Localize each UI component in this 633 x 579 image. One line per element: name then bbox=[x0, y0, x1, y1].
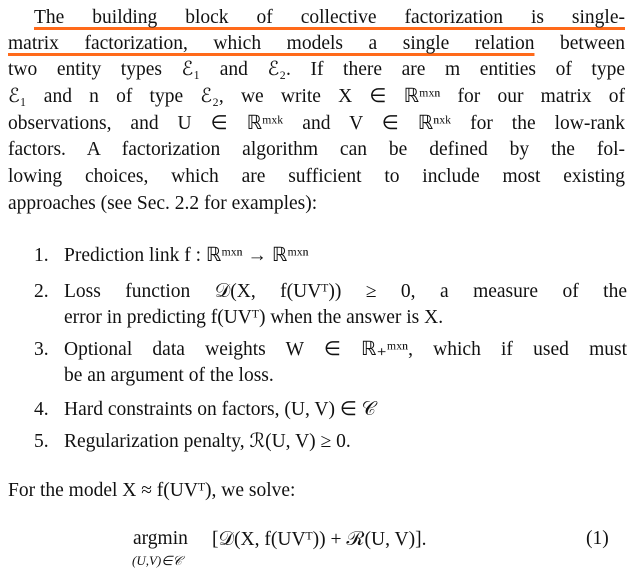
list-item-cont: error in predicting f(UVᵀ) when the answer is X. bbox=[64, 307, 444, 328]
highlighted-text: The building block of collective factorization is single- bbox=[34, 7, 625, 28]
list-number: 3. bbox=[34, 339, 49, 360]
model-line: For the model X ≈ f(UVᵀ), we solve: bbox=[8, 480, 296, 501]
equation-subscript: (U,V)∈𝒞 bbox=[132, 553, 183, 568]
paragraph-line-1 bbox=[8, 6, 625, 30]
equation-body: [𝒟(X, f(UVᵀ)) + ℛ(U, V)]. bbox=[212, 529, 427, 550]
equation-operator: argmin bbox=[133, 528, 188, 549]
paragraph-line-2 bbox=[8, 32, 625, 56]
paragraph-line: two entity types ℰ₁ and ℰ₂. If there are m entities of type bbox=[8, 59, 625, 80]
list-item: Prediction link f : ℝᵐˣⁿ → ℝᵐˣⁿ bbox=[64, 245, 309, 266]
list-item: Hard constraints on factors, (U, V) ∈ 𝒞 bbox=[64, 399, 376, 420]
list-number: 5. bbox=[34, 431, 49, 452]
list-item-cont: be an argument of the loss. bbox=[64, 365, 274, 386]
list-item: Optional data weights W ∈ ℝ₊ᵐˣⁿ, which if used must bbox=[64, 339, 627, 360]
paragraph-line: lowing choices, which are sufficient to include most existing bbox=[8, 166, 625, 187]
equation-number: (1) bbox=[586, 528, 609, 549]
paragraph-line: approaches (see Sec. 2.2 for examples): bbox=[8, 193, 318, 214]
list-item: Loss function 𝒟(X, f(UVᵀ)) ≥ 0, a measure of the bbox=[64, 281, 627, 302]
paragraph-line: observations, and U ∈ ℝᵐˣᵏ and V ∈ ℝⁿˣᵏ for the low-rank bbox=[8, 113, 625, 134]
list-number: 4. bbox=[34, 399, 49, 420]
highlighted-text: matrix factorization, which models a single relation bbox=[8, 33, 535, 54]
paragraph-line: factors. A factorization algorithm can be defined by the fol- bbox=[8, 139, 625, 160]
list-item: Regularization penalty, ℛ(U, V) ≥ 0. bbox=[64, 431, 351, 452]
text: between bbox=[534, 33, 625, 54]
list-number: 2. bbox=[34, 281, 49, 302]
paragraph-line: ℰ₁ and n of type ℰ₂, we write X ∈ ℝᵐˣⁿ for our matrix of bbox=[8, 86, 625, 107]
list-number: 1. bbox=[34, 245, 49, 266]
